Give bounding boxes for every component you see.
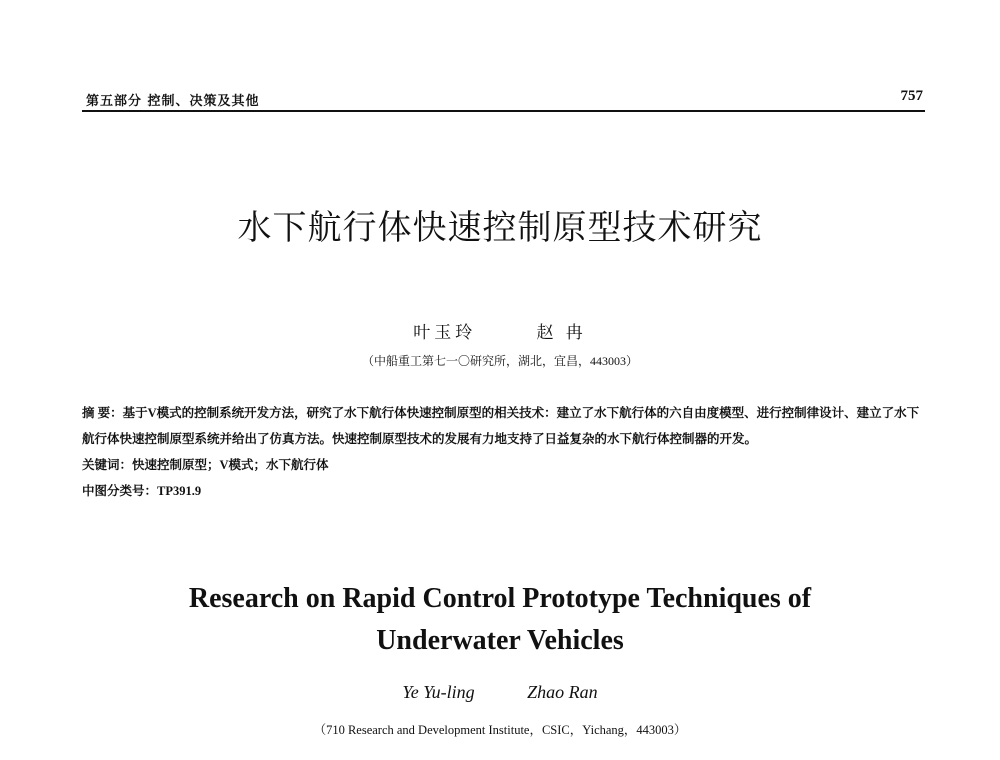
classification-text: TP391.9 — [157, 484, 202, 498]
affiliation-en: （710 Research and Development Institute，CSIC，Yichang，443003） — [313, 723, 687, 737]
authors-en — [0, 682, 1000, 703]
title-en-line-2: Underwater Vehicles — [376, 625, 624, 656]
abstract-block — [82, 400, 925, 504]
abstract — [82, 400, 925, 452]
classification — [82, 478, 925, 504]
author-cn-2: 赵 冉 — [536, 323, 587, 342]
author-en-2: Zhao Ran — [527, 682, 598, 702]
keywords-text: 快速控制原型；V模式；水下航行体 — [132, 458, 329, 472]
keywords-label: 关键词： — [82, 458, 133, 472]
keywords — [82, 452, 925, 478]
abstract-label: 摘 要： — [82, 406, 123, 420]
running-head — [82, 88, 925, 112]
author-cn-1: 叶玉玲 — [413, 323, 477, 342]
paper-title-en — [0, 578, 1000, 662]
section-title: 第五部分 控制、决策及其他 — [86, 94, 260, 109]
paper-title-cn: 水下航行体快速控制原型技术研究 — [237, 208, 763, 248]
affiliation-cn: （中船重工第七一〇研究所，湖北，宜昌，443003） — [361, 354, 638, 368]
page-number: 757 — [900, 88, 923, 104]
author-en-1: Ye Yu-ling — [402, 682, 475, 702]
title-en-line-1: Research on Rapid Control Prototype Techniques of — [188, 583, 812, 614]
classification-label: 中图分类号： — [82, 484, 158, 498]
authors-cn — [0, 318, 1000, 343]
abstract-text: 基于V模式的控制系统开发方法，研究了水下航行体快速控制原型的相关技术：建立了水下航行体的六自由度模型、进行控制律设计、建立了水下航行体快速控制原型系统并给出了仿真方法。快速控制原型技术的发展有力地支持了日益复杂的水下航行体控制器的开发。 — [82, 406, 920, 446]
